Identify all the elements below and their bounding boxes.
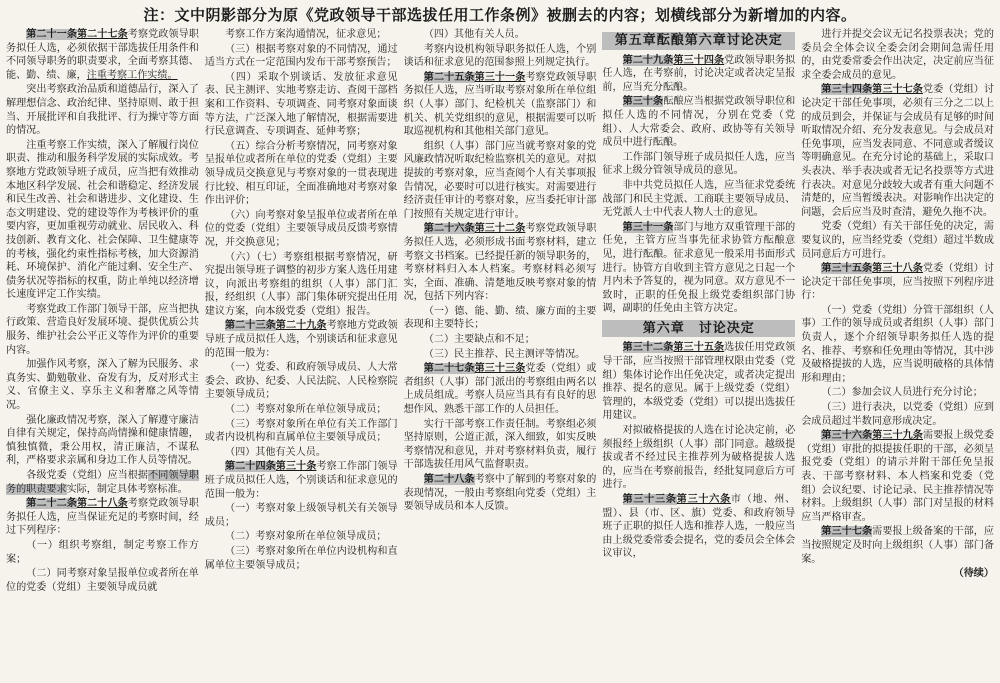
deleted-article-number: 第二十五条	[423, 71, 475, 83]
paragraph	[6, 414, 199, 468]
paragraph-text: 部门与地方双重管理干部的任免，主管方应当事先征求协管方酝酿意见，进行酝酿。征求意见一般采用书面形式进行。协管方自收到主管方意见之日起一个月内未予答复的，视为同意。双方意见不一致时，正职的任免报上级党委组织部门协调，副职的任免由主管方决定。	[602, 221, 796, 315]
paragraph-text: 进行并提交会议无记名投票表决；党的委员会全体会议全委会闭会期间急需任用的，由党委常委会作出决定，决定前应当征求全委会成员的意见。	[801, 29, 994, 81]
deleted-article-number: 第二十七条	[423, 363, 475, 375]
paragraph-text: 工作部门领导班子成员拟任人选，应当征求上级分管领导成员的意见。	[602, 151, 796, 177]
deleted-article-number: 第二十六条	[423, 223, 475, 235]
paragraph-text: （四）其他有关人员。	[423, 29, 525, 40]
paragraph	[801, 262, 994, 303]
paragraph-text: （三）根据考察对象的不同情况，通过适当方式在一定范围内发布干部考察预告；	[204, 43, 398, 69]
paragraph-text: 党委（党组）讨论决定干部任免事项，应当按照下列程序进行：	[801, 263, 994, 302]
paragraph-text: 实行干部考察工作责任制。考察组必须坚持原则，公道正派，深入细致，如实反映考察情况和意见，并对考察材料负责，履行干部选拔任用风气监督职责。	[403, 418, 597, 471]
paragraph-text: 加强作风考察，深入了解为民服务、求真务实、勤勉敬业、奋发有为，反对形式主义、官僚主义、享乐主义和奢靡之风等情况。	[6, 359, 199, 412]
deleted-text: 不同领导职务的职责要求	[6, 470, 199, 495]
paragraph	[801, 220, 994, 261]
paragraph	[6, 28, 199, 82]
deleted-article-number: 第三十七条	[821, 526, 873, 538]
column-4	[602, 28, 795, 678]
paragraph-text: 需要报上级备案的干部，应当按照规定及时向上级组织（人事）部门备案。	[801, 526, 994, 565]
paragraph	[205, 545, 398, 572]
new-article-number: 第三十九条	[872, 430, 923, 442]
paragraph-text: （二）同考察对象呈报单位或者所在单位的党委（党组）主要领导成员就	[6, 568, 199, 593]
paragraph-text: 非中共党员拟任人选，应当征求党委统战部门和民主党派、工商联主要领导成员、无党派人士中代表人物人士的意见。	[602, 179, 796, 219]
paragraph	[404, 222, 597, 304]
paragraph	[801, 304, 994, 386]
paragraph	[205, 446, 398, 460]
paragraph	[602, 424, 795, 492]
paragraph	[205, 28, 398, 42]
new-article-number: 第三十四条	[673, 54, 725, 66]
paragraph-text: （一）党委、和政府领导成员、人大常委会、政协、纪委、人民法院、人民检察院主要领导成员；	[204, 362, 398, 401]
paragraph	[801, 401, 994, 428]
new-article-number: 第三十八条	[872, 263, 923, 275]
page-note: 注：文中阴影部分为原《党政领导干部选拔任用工作条例》被删去的内容；划横线部分为新增加的内容。	[143, 6, 857, 24]
paragraph	[205, 502, 398, 529]
paragraph-text: （二）主要缺点和不足；	[423, 334, 535, 346]
paragraph	[801, 386, 994, 400]
column-3	[404, 28, 597, 678]
paragraph	[602, 493, 795, 561]
new-article-number: 第三十一条	[474, 71, 526, 83]
paragraph-text: （四）其他有关人员。	[224, 446, 326, 458]
deleted-article-number: 第三十二条	[622, 342, 674, 354]
paragraph	[205, 43, 398, 70]
deleted-article-number: 第二十九条	[622, 54, 674, 66]
paragraph	[6, 303, 199, 357]
paragraph-text: （一）德、能、勤、绩、廉方面的主要表现和主要特长；	[403, 305, 597, 331]
paragraph	[602, 54, 795, 95]
paragraph-text: 考察工作部门领导班子成员拟任人选，个别谈话和征求意见的范围一般为：	[204, 461, 398, 500]
new-article-number: 第三十六条	[676, 494, 731, 505]
paragraph-text: （二）考察对象所在单位领导成员；	[224, 531, 387, 543]
paragraph	[6, 469, 199, 496]
paragraph-text: （三）民主推荐、民主测评等情况。	[423, 348, 586, 360]
paragraph-text: （一）党委（党组）分管干部组织（人事）工作的领导成员或者组织（人事）部门负责人，逐个介绍领导职务拟任人选的提名、推荐、考察和任免理由等情况，其中涉及破格提拔的人选，应当说明破格的具体情形和理由；	[801, 304, 994, 384]
deleted-article-number: 第三十四条	[821, 84, 873, 96]
paragraph-text: 注重考察工作实绩，深入了解履行岗位职责、推动和服务科学发展的实际成效。考察地方党政领导班子成员，应当把有效推动本地区科学发展、社会和谐稳定、经济发展和民生改善、社会和谐进步、文化建设、生态文明建设、党的建设等作为考核评价的重要内容，更加重视劳动就业、居民收入、科技创新、教育文化、社会保障、卫生健康等的考核，强化约束性指标考核，加大资源消耗、环境保护、消化产能过剩、安全生产、债务状况等指标的权重，防止单纯以经济增长速度评定工作实绩。	[6, 139, 199, 301]
paragraph	[205, 361, 398, 402]
paragraph	[801, 28, 994, 82]
paragraph-text: 考察党政领导职务拟任人选，必须形成书面考察材料，建立考察文书档案。已经提任新的领导职务的，考察材料归入本人档案。考察材料必须写实，全面、准确、清楚地反映考察对象的情况，包括下列内容：	[403, 223, 597, 303]
new-article-number: 第三十五条	[673, 342, 725, 354]
paragraph-text: 考察党政领导职务拟任人选，必须依据干部选拔任用条件和不同领导职务的职责要求，全面考察其德、能、勤、绩、廉，	[6, 29, 199, 81]
paragraph-text: 党委（党组）讨论决定干部任免事项，必须有三分之二以上的成员到会，并保证与会成员有足够的时间听取情况介绍、充分发表意见。与会成员对任免事项，应当发表同意、不同意或者缓议等明确意见。在充分讨论的基础上，采取口头表决、举手表决或者无记名投票等方式进行表决。对意见分歧较大或者有重大问题不清楚的，应当暂缓表决。对影响作出决定的问题，会后应当及时查清，避免久拖不决。	[801, 84, 994, 218]
paragraph	[205, 140, 398, 208]
paragraph-text: 考察中了解到的考察对象的表现情况，一般由考察组向党委（党组）主要领导成员和本人反馈。	[403, 474, 597, 513]
paragraph	[404, 140, 597, 222]
paragraph-text: （三）考察对象所在单位有关工作部门或者内设机构和直属单位主要领导成员；	[204, 418, 398, 444]
paragraph-text: 考察地方党政领导班子成员拟任人选，个别谈话和征求意见的范围一般为：	[204, 320, 398, 359]
paragraph-text: （三）考察对象所在单位内设机构和直属单位主要领导成员；	[204, 545, 398, 571]
paragraph-text: （三）进行表决，以党委（党组）应到会成员超过半数同意形成决定。	[801, 402, 994, 427]
paragraph-text: 实际，制定具体考察标准。	[66, 483, 188, 495]
paragraph	[6, 83, 199, 137]
paragraph	[801, 83, 994, 219]
paragraph-text: 党委（党组）或者组织（人事）部门派出的考察组由两名以上成员组成。考察人员应当具有有良好的思想作风、熟悉干部工作的人员担任。	[403, 363, 597, 416]
paragraph	[801, 525, 994, 566]
continued-label: （待续）	[953, 568, 994, 580]
paragraph-text: （四）采取个别谈话、发放征求意见表、民主测评、实地考察走访、查阅干部档案和工作资料、专项调查、同考察对象面谈等方法，广泛深入地了解情况，根据需要进行民意调查、专项调查、延伸考察；	[204, 71, 398, 138]
paragraph-text: （二）考察对象所在单位领导成员；	[224, 404, 387, 416]
chapter-heading: 第六章 讨论决定	[602, 320, 795, 338]
paragraph-text: （一）组织考察组，制定考察工作方案；	[6, 539, 199, 565]
paragraph-text: 组织（人事）部门应当就考察对象的党风廉政情况听取纪检监察机关的意见。对拟提拔的考察对象，应当查阅个人有关事项报告情况，必要时可以进行核实。对需要进行经济责任审计的考察对象，应当委托审计部门按照有关规定进行审计。	[403, 140, 597, 220]
paragraph	[602, 179, 795, 220]
paragraph-text: 考察内设机构领导职务拟任人选，个别谈话和征求意见的范围参照上列规定执行。	[403, 43, 597, 69]
paragraph	[205, 209, 398, 250]
deleted-article-number: 第二十二条	[26, 498, 77, 510]
paragraph-text: 酝酿应当根据党政领导职位和拟任人选的不同情况，分别在党委（党组）、人大常委会、政府、政协等有关领导成员中进行酝酿。	[602, 96, 796, 149]
new-article-number: 第三十七条	[872, 84, 923, 96]
paragraph-text: （一）考察对象上级领导机关有关领导成员；	[204, 503, 398, 528]
paragraph-text: 党政领导职务拟任人选，在考察前，讨论决定或者决定呈报前，应当充分酝酿。	[602, 54, 796, 93]
paragraph	[404, 348, 597, 362]
paragraph	[205, 418, 398, 445]
deleted-article-number: 第三十一条	[622, 221, 674, 233]
paragraph	[404, 362, 597, 416]
paragraph	[404, 418, 597, 472]
paragraph-text: 考察党政工作部门领导干部，应当把执行政策、营造良好发展环境、提供优质公共服务、维护社会公平正义等作为评价的重要内容。	[6, 303, 199, 356]
paragraph	[602, 95, 795, 149]
paragraph-text: 考察工作方案沟通情况，征求意见；	[224, 29, 387, 40]
paragraph	[6, 139, 199, 302]
article-columns	[6, 28, 994, 678]
paragraph-text: 需要报上级党委（党组）审批的拟提拔任职的干部，必须呈报党委（党组）的请示并附干部任免呈报表、干部考察材料、本人档案和党委（党组）会议纪要、讨论记录、民主推荐情况等材料。上级组织（人事）部门对呈报的材料应当严格审查。	[801, 430, 994, 523]
paragraph	[602, 151, 795, 178]
paragraph	[6, 358, 199, 412]
new-article-number: 第三十二条	[474, 223, 526, 235]
new-article-number: 第二十八条	[76, 498, 128, 510]
column-2	[205, 28, 398, 678]
paragraph-text: 考察党政领导职务拟任人选，应当保证充足的考察时间，经过下列程序：	[6, 498, 199, 537]
paragraph	[205, 71, 398, 139]
paragraph-text: 选拔任用党政领导干部，应当按照干部管理权限由党委（党组）集体讨论作出任免决定，或者决定提出推荐、提名的意见。属于上级党委（党组）管理的，本级党委（党组）可以提出选拔任用建议。	[602, 342, 796, 422]
paragraph	[404, 71, 597, 139]
deleted-article-number: 第三十条	[622, 96, 664, 108]
paragraph	[602, 221, 795, 316]
deleted-article-number: 第二十三条	[224, 320, 276, 332]
paragraph	[6, 539, 199, 566]
deleted-article-number: 第三十五条	[821, 263, 873, 275]
column-5	[801, 28, 994, 678]
paragraph-text: 强化廉政情况考察，深入了解遵守廉洁自律有关规定，保持高尚情操和健康情趣，慎独慎微，秉公用权，清正廉洁，不谋私利，严格要求亲属和身边工作人员等情况。	[6, 414, 199, 467]
deleted-article-number: 第三十三条	[622, 494, 677, 505]
paragraph	[205, 460, 398, 501]
paragraph-text: 党委（党组）有关干部任免的决定，需要复议的，应当经党委（党组）超过半数成员同意后方可进行。	[801, 221, 994, 260]
deleted-article-number: 第三十六条	[821, 430, 873, 442]
paragraph-text: （二）参加会议人员进行充分讨论；	[821, 387, 983, 399]
paragraph-text: 各级党委（党组）应当根据	[26, 470, 149, 481]
paragraph	[205, 251, 398, 319]
deleted-article-number: 第二十八条	[423, 474, 475, 485]
deleted-article-number: 第二十四条	[224, 461, 276, 473]
paragraph-text: 考察党政领导职务拟任人选，应当听取考察对象所在单位组织（人事）部门、纪检机关（监察部门）和机关、机关党组织的意见，根据需要可以听取巡视机构和其他相关部门意见。	[403, 71, 597, 138]
new-article-number: 第三十条	[275, 461, 317, 473]
paragraph	[404, 43, 597, 70]
paragraph	[404, 28, 597, 42]
paragraph-text: （五）综合分析考察情况，同考察对象呈报单位或者所在单位的党委（党组）主要领导成员交换意见与考察对象的一贯表现进行比较、相互印证，全面准确地对考察对象作出评价；	[204, 140, 398, 207]
paragraph	[404, 333, 597, 347]
paragraph-text: （六）（七）考察组根据考察情况，研究提出领导班子调整的初步方案人选任用建议，向派出考察组的组织（人事）部门汇报，经组织（人事）部门集体研究提出任用建议方案，向本级党委（党组）报告。	[204, 251, 398, 317]
chapter-heading: 第五章酝酿第六章讨论决定	[602, 32, 795, 50]
paragraph-text: 突出考察政治品质和道德品行，深入了解理想信念、政治纪律、坚持原则、敢于担当、开展批评和自我批评、行为操守等方面的情况。	[6, 84, 199, 137]
paragraph	[205, 319, 398, 360]
paragraph-text: （六）向考察对象呈报单位或者所在单位的党委（党组）主要领导成员反馈考察情况，并交换意见；	[204, 209, 398, 248]
paragraph	[404, 473, 597, 514]
paragraph	[801, 429, 994, 524]
paragraph	[205, 403, 398, 417]
column-1	[6, 28, 199, 678]
paragraph	[6, 497, 199, 538]
new-article-number: 第三十三条	[474, 363, 526, 375]
new-article-number: 第二十九条	[275, 320, 327, 332]
paragraph	[6, 567, 199, 594]
added-text: 注重考察工作实绩。	[86, 69, 178, 81]
deleted-article-number: 第二十一条	[26, 29, 77, 40]
paragraph-text: 对拟破格提拔的人选在讨论决定前，必须报经上级组织（人事）部门同意。越级提拔或者不经过民主推荐列为破格提拔人选的，应当在考察前报告，经批复同意后方可进行。	[602, 425, 796, 491]
new-article-number: 第二十七条	[76, 29, 128, 40]
paragraph	[602, 341, 795, 423]
paragraph	[404, 305, 597, 332]
paragraph-text: 市（地、州、盟）、县（市、区、旗）党委、和政府领导班子正职的拟任人选和推荐人选，一般应当由上级党委常委会提名，党的委员会全体会议审议，	[602, 494, 796, 560]
paragraph	[205, 530, 398, 544]
